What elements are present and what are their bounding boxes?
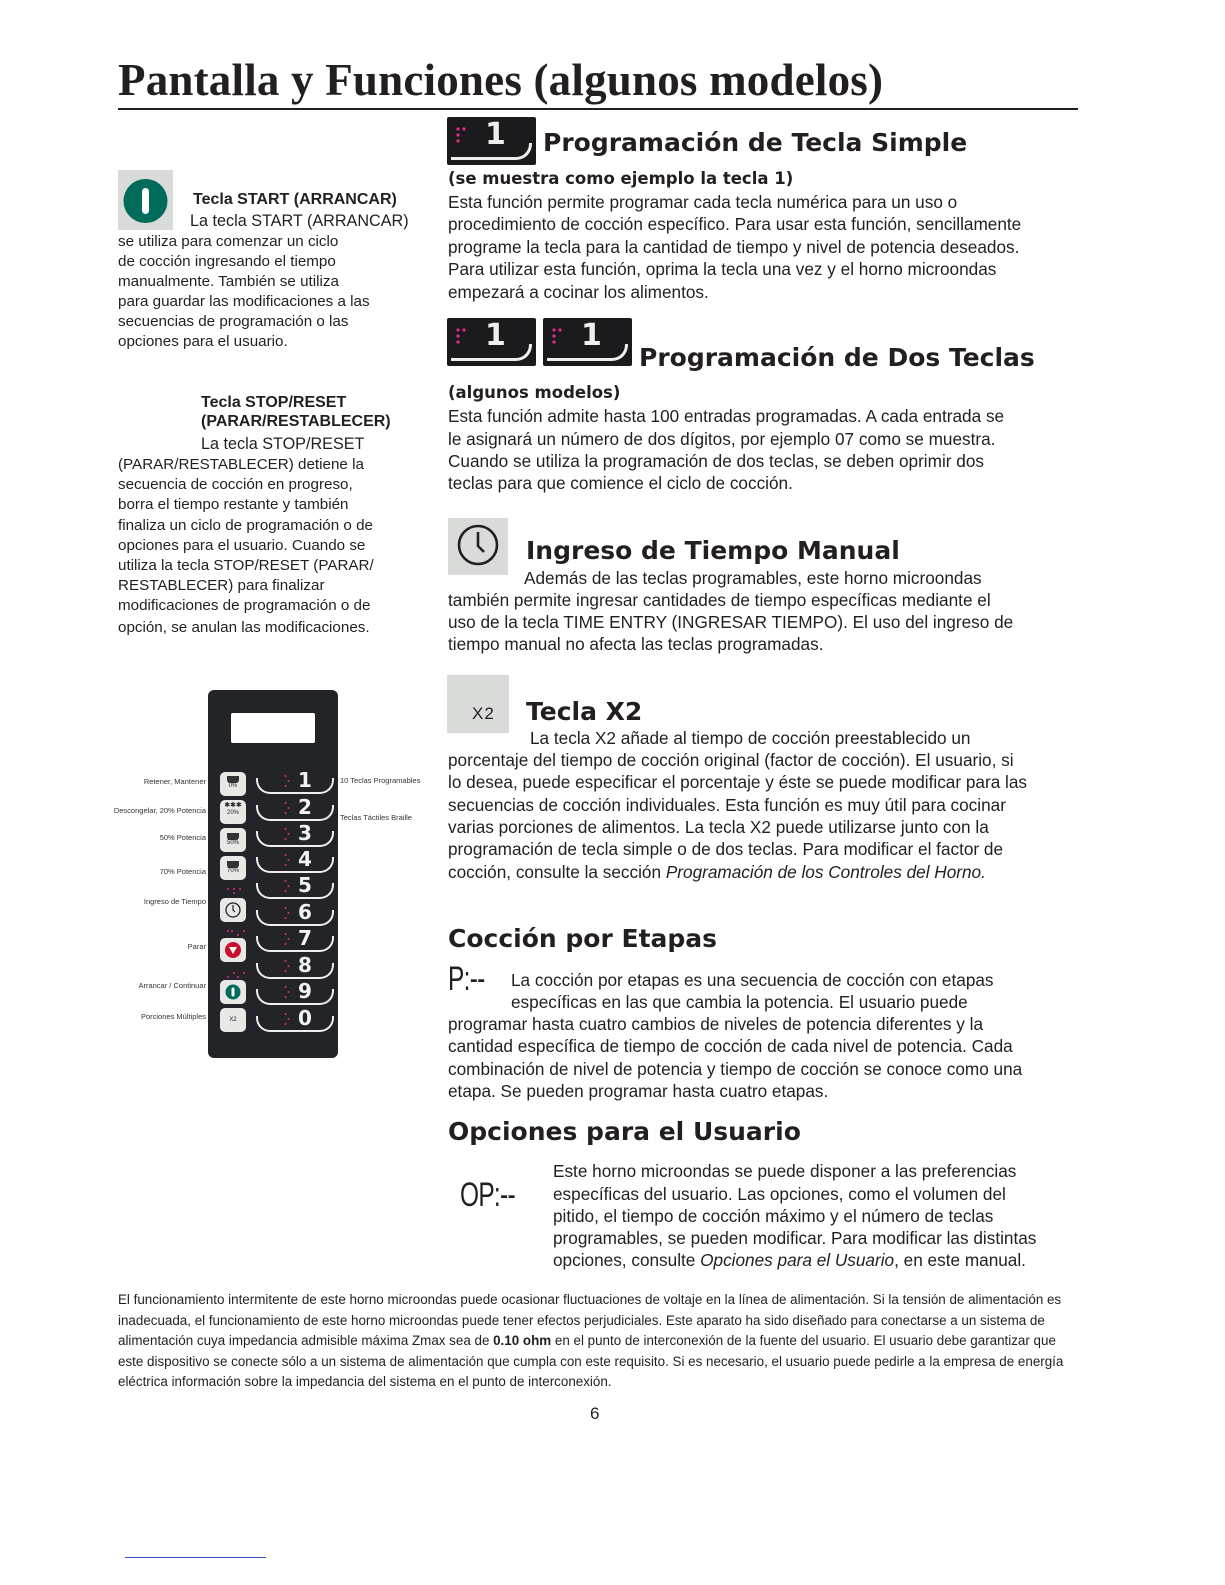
stages-display-icon: P:-- bbox=[448, 960, 485, 998]
button-caption: 70% bbox=[226, 868, 239, 874]
braille-icon bbox=[224, 886, 248, 896]
number-key-label: 8 bbox=[298, 953, 312, 977]
key-arc bbox=[256, 989, 334, 1005]
stop-key-line: finaliza un ciclo de programación o de bbox=[118, 517, 373, 534]
stop-key-line: RESTABLECER) para finalizar bbox=[118, 577, 325, 594]
manual-time-line: uso de la tecla TIME ENTRY (INGRESAR TIEMPO). El uso del ingreso de bbox=[448, 612, 1014, 632]
double-key-line: Cuando se utiliza la programación de dos teclas, se deben oprimir dos bbox=[448, 451, 984, 471]
number-key-label: 0 bbox=[298, 1006, 312, 1030]
user-options-heading: Opciones para el Usuario bbox=[448, 1117, 801, 1146]
single-key-heading: Programación de Tecla Simple bbox=[543, 128, 968, 157]
user-options-line bbox=[553, 1249, 1026, 1271]
x2-line: varias porciones de alimentos. La tecla X2 puede utilizarse junto con la bbox=[448, 817, 989, 837]
key-number: 1 bbox=[485, 318, 506, 353]
x2-line: La tecla X2 añade al tiempo de cocción preestablecido un bbox=[530, 728, 971, 748]
stop-key-line: secuencia de cocción en progreso, bbox=[118, 476, 353, 493]
manual-time-line: tiempo manual no afecta las teclas programadas. bbox=[448, 634, 824, 654]
braille-icon bbox=[224, 928, 248, 938]
number-key-8[interactable] bbox=[256, 953, 334, 983]
panel-label-left: Porciones Múltiples bbox=[140, 1012, 206, 1021]
control-panel bbox=[208, 690, 338, 1058]
number-key-5[interactable] bbox=[256, 873, 334, 903]
stages-line: combinación de nivel de potencia y tiempo de cocción se conoce como una bbox=[448, 1059, 1023, 1079]
x2-line-text: cocción, consulte la sección bbox=[448, 862, 666, 882]
x2-line: porcentaje del tiempo de cocción original (factor de cocción). El usuario, si bbox=[448, 750, 1014, 770]
panel-label-right: 10 Teclas Programables bbox=[340, 776, 421, 785]
stop-button[interactable] bbox=[220, 938, 246, 962]
braille-icon bbox=[224, 970, 248, 980]
start-key-line: secuencias de programación o las bbox=[118, 313, 349, 330]
key-1-image bbox=[447, 117, 536, 165]
stop-key-line: opción, se anulan las modificaciones. bbox=[118, 619, 370, 636]
start-icon bbox=[118, 170, 173, 230]
page-number: 6 bbox=[590, 1404, 600, 1423]
x2-line: lo desea, puede especificar el porcentaje y éste se puede modificar para las bbox=[448, 772, 1027, 792]
panel-label-left: Retener, Mantener bbox=[143, 777, 206, 786]
double-key-subheading: (algunos modelos) bbox=[448, 383, 621, 402]
user-options-line-text: opciones, consulte bbox=[553, 1250, 701, 1270]
link-underline bbox=[125, 1557, 266, 1558]
key-arc bbox=[256, 963, 334, 979]
key-arc bbox=[451, 143, 532, 160]
footer-text: en el punto de interconexión de la fuente del usuario. El usuario debe garantizar que este dispositivo se conecte sólo a un sistema de alimentación que cumpla con este requisito. Si es necesario, el usuario puede pedirle a la empresa de energía eléctrica información sobre la impedancia del sistema en el punto de interconexión. bbox=[118, 1333, 1064, 1390]
user-options-reference: Opciones para el Usuario bbox=[700, 1250, 895, 1270]
braille-icon bbox=[551, 326, 563, 346]
panel-label-left: Ingreso de Tiempo bbox=[143, 897, 206, 906]
stages-line: programar hasta cuatro cambios de niveles de potencia diferentes y la bbox=[448, 1014, 984, 1034]
x2-line bbox=[448, 861, 986, 883]
defrost-button[interactable] bbox=[220, 800, 246, 824]
key-arc bbox=[451, 344, 532, 361]
number-key-label: 2 bbox=[298, 795, 312, 819]
key-arc bbox=[256, 910, 334, 926]
number-key-1[interactable] bbox=[256, 768, 334, 798]
x2-line: programación de tecla simple o de dos teclas. Para modificar el factor de bbox=[448, 839, 1004, 859]
button-caption: 50% bbox=[226, 840, 239, 846]
stop-key-line: La tecla STOP/RESET bbox=[201, 435, 365, 453]
key-arc bbox=[256, 857, 334, 873]
key-number: 1 bbox=[485, 117, 506, 152]
panel-label-left: 50% Potencia bbox=[159, 833, 206, 842]
number-key-label: 9 bbox=[298, 979, 312, 1003]
clock-icon bbox=[448, 518, 508, 575]
number-key-0[interactable] bbox=[256, 1006, 334, 1036]
number-key-label: 1 bbox=[298, 768, 312, 792]
bowl-icon bbox=[227, 833, 239, 840]
panel-label-left: Parar bbox=[187, 942, 206, 951]
number-key-label: 7 bbox=[298, 926, 312, 950]
x2-line: secuencias de cocción individuales. Esta función es muy útil para cocinar bbox=[448, 795, 1006, 815]
start-key-line: de cocción ingresando el tiempo bbox=[118, 253, 336, 270]
footer-text: El funcionamiento intermitente de este horno microondas puede ocasionar fluctuaciones de voltaje en la línea de alimentación. Si la tensión de alimentación es inadecuada, el funcionamiento de este horno microondas puede tener efectos perjudiciales. Este aparato ha sido diseñado para conectarse a un sistema de alimentación cuya impedancia admisible máxima Zmax sea de bbox=[118, 1292, 1062, 1349]
key-number: 1 bbox=[581, 318, 602, 353]
key-arc bbox=[256, 778, 334, 794]
stop-key-line: (PARAR/RESTABLECER) detiene la bbox=[118, 456, 364, 473]
user-options-display-icon: OP:-- bbox=[460, 1176, 515, 1214]
title-rule bbox=[118, 108, 1078, 110]
single-key-subheading: (se muestra como ejemplo la tecla 1) bbox=[448, 169, 794, 188]
number-key-label: 4 bbox=[298, 847, 312, 871]
user-options-line: Este horno microondas se puede disponer a las preferencias bbox=[553, 1161, 1017, 1181]
key-arc bbox=[256, 883, 334, 899]
stop-key-line: borra el tiempo restante y también bbox=[118, 496, 349, 513]
number-key-4[interactable] bbox=[256, 847, 334, 877]
stop-key-line: opciones para el usuario. Cuando se bbox=[118, 537, 366, 554]
hold-button[interactable] bbox=[220, 772, 246, 796]
start-key-line: se utiliza para comenzar un ciclo bbox=[118, 233, 339, 250]
single-key-line: Para utilizar esta función, oprima la tecla una vez y el horno microondas bbox=[448, 259, 997, 279]
start-key-line: La tecla START (ARRANCAR) bbox=[190, 212, 409, 230]
stages-line: específicas en las que cambia la potencia. El usuario puede bbox=[511, 992, 968, 1012]
manual-time-heading: Ingreso de Tiempo Manual bbox=[526, 536, 900, 565]
clock-icon bbox=[220, 898, 246, 922]
button-caption: 0% bbox=[228, 783, 238, 789]
footer-notice bbox=[118, 1290, 1078, 1393]
stop-icon bbox=[220, 938, 246, 962]
user-options-line: específicas del usuario. Las opciones, como el volumen del bbox=[553, 1184, 1006, 1204]
number-key-label: 3 bbox=[298, 821, 312, 845]
power-50-button[interactable] bbox=[220, 828, 246, 852]
number-key-6[interactable] bbox=[256, 900, 334, 930]
number-key-3[interactable] bbox=[256, 821, 334, 851]
start-key-heading: Tecla START (ARRANCAR) bbox=[193, 191, 397, 208]
start-key-icon-box bbox=[118, 170, 173, 230]
key-1-image bbox=[543, 318, 632, 366]
x2-button[interactable] bbox=[220, 1008, 246, 1032]
key-arc bbox=[256, 936, 334, 952]
x2-line-reference: Programación de los Controles del Horno. bbox=[665, 862, 986, 882]
stop-key-line: utiliza la tecla STOP/RESET (PARAR/ bbox=[118, 557, 374, 574]
panel-label-left: Arrancar / Continuar bbox=[138, 981, 206, 990]
double-key-line: teclas para que comience el ciclo de cocción. bbox=[448, 473, 793, 493]
stages-line: La cocción por etapas es una secuencia de cocción con etapas bbox=[511, 970, 994, 990]
single-key-line: empezará a cocinar los alimentos. bbox=[448, 282, 709, 302]
double-key-heading: Programación de Dos Teclas bbox=[639, 343, 1035, 372]
key-1-image bbox=[447, 318, 536, 366]
panel-label-left: Descongelar, 20% Potencia bbox=[113, 806, 206, 815]
user-options-line-text: , en este manual. bbox=[894, 1250, 1026, 1270]
x2-icon-text: X2 bbox=[472, 704, 495, 723]
start-key-line: manualmente. También se utiliza bbox=[118, 273, 339, 290]
panel-label-right: Teclas Táctiles Braille bbox=[340, 813, 412, 822]
number-key-9[interactable] bbox=[256, 979, 334, 1009]
stop-key-heading: Tecla STOP/RESET bbox=[201, 394, 347, 411]
power-70-button[interactable] bbox=[220, 856, 246, 880]
key-arc bbox=[256, 805, 334, 821]
panel-label-left: 70% Potencia bbox=[159, 867, 206, 876]
stop-key-heading: (PARAR/RESTABLECER) bbox=[201, 413, 391, 430]
braille-icon bbox=[455, 125, 467, 145]
single-key-line: procedimiento de cocción específico. Para usar esta función, sencillamente bbox=[448, 214, 1022, 234]
number-key-label: 5 bbox=[298, 873, 312, 897]
start-key-line: para guardar las modificaciones a las bbox=[118, 293, 370, 310]
start-key-line: opciones para el usuario. bbox=[118, 333, 288, 350]
footer-impedance-value: 0.10 ohm bbox=[493, 1333, 552, 1349]
single-key-line: programe la tecla para la cantidad de tiempo y nivel de potencia deseados. bbox=[448, 237, 1020, 257]
key-arc bbox=[256, 831, 334, 847]
bowl-icon bbox=[227, 861, 239, 868]
stages-line: cantidad específica de tiempo de cocción de cada nivel de potencia. Cada bbox=[448, 1036, 1013, 1056]
double-key-line: le asignará un número de dos dígitos, por ejemplo 07 como se muestra. bbox=[448, 429, 996, 449]
manual-time-line: Además de las teclas programables, este horno microondas bbox=[524, 568, 982, 588]
number-key-label: 6 bbox=[298, 900, 312, 924]
stages-heading: Cocción por Etapas bbox=[448, 924, 718, 953]
key-arc bbox=[547, 344, 628, 361]
button-caption: X2 bbox=[229, 1017, 237, 1023]
user-options-line: programables, se pueden modificar. Para modificar las distintas bbox=[553, 1228, 1037, 1248]
manual-time-line: también permite ingresar cantidades de tiempo específicas mediante el bbox=[448, 590, 991, 610]
double-key-line: Esta función admite hasta 100 entradas programadas. A cada entrada se bbox=[448, 406, 1005, 426]
panel-display bbox=[231, 713, 315, 743]
time-entry-button[interactable] bbox=[220, 898, 246, 922]
number-key-2[interactable] bbox=[256, 795, 334, 825]
x2-icon-box bbox=[447, 675, 509, 733]
start-icon bbox=[220, 980, 246, 1004]
start-button[interactable] bbox=[220, 980, 246, 1004]
page-title: Pantalla y Funciones (algunos modelos) bbox=[118, 55, 884, 105]
time-entry-icon-box bbox=[448, 518, 508, 575]
key-arc bbox=[256, 1016, 334, 1032]
single-key-line: Esta función permite programar cada tecla numérica para un uso o bbox=[448, 192, 958, 212]
bowl-icon bbox=[227, 776, 239, 783]
button-caption: 20% bbox=[226, 810, 239, 816]
braille-icon bbox=[455, 326, 467, 346]
snowflake-icon: ✱✱✱ bbox=[224, 802, 242, 809]
x2-heading: Tecla X2 bbox=[526, 697, 643, 726]
stages-line: etapa. Se pueden programar hasta cuatro etapas. bbox=[448, 1081, 829, 1101]
user-options-line: pitido, el tiempo de cocción máximo y el número de teclas bbox=[553, 1206, 994, 1226]
number-key-7[interactable] bbox=[256, 926, 334, 956]
stop-key-line: modificaciones de programación o de bbox=[118, 597, 371, 614]
